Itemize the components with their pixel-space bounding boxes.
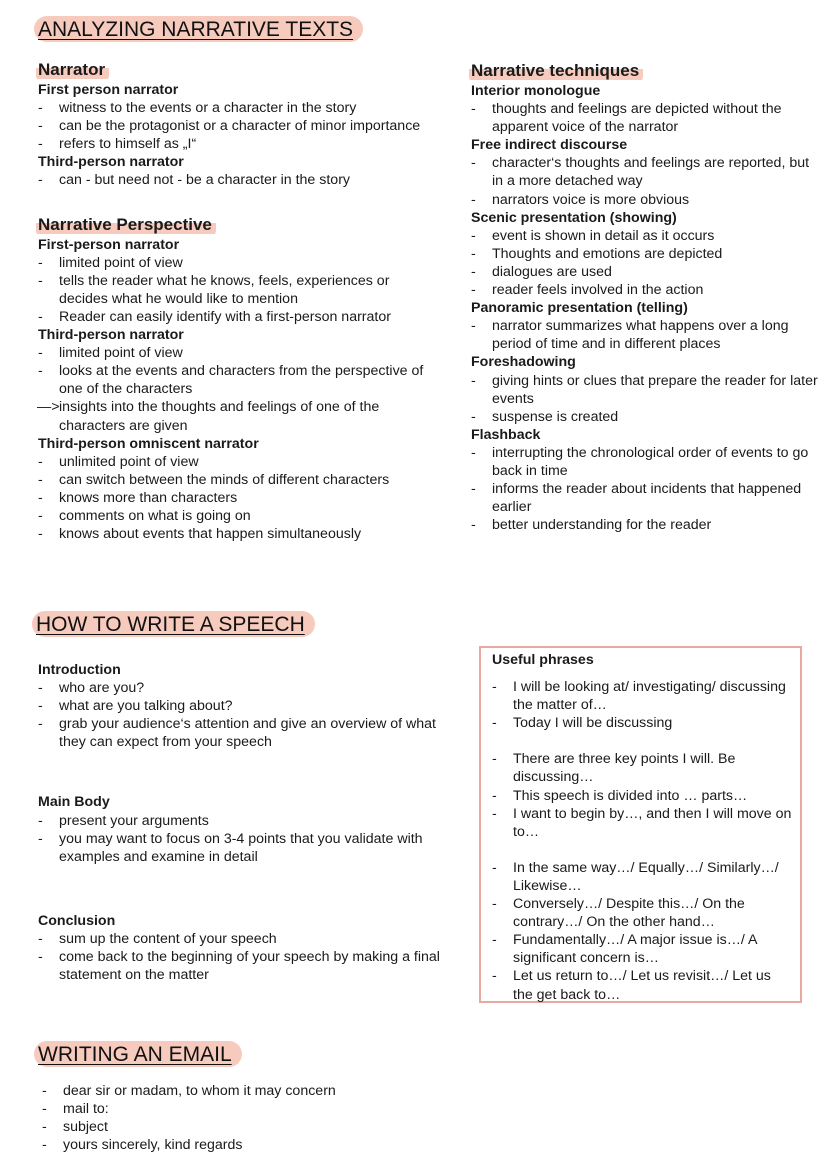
omniscient-label: Third-person omniscent narrator xyxy=(38,435,259,452)
bullet-dash: - xyxy=(471,101,476,118)
useful-phrases-box xyxy=(479,646,802,1003)
bullet-dash: - xyxy=(38,254,43,271)
perspective-first-list xyxy=(38,254,438,326)
bullet-dash: - xyxy=(471,227,476,244)
first-person-narrator-label: First person narrator xyxy=(38,82,179,98)
list-item xyxy=(38,308,438,326)
perspective-heading: Narrative Perspective xyxy=(36,215,216,235)
bullet-dash: - xyxy=(492,805,497,822)
bullet-dash: - xyxy=(38,930,43,947)
list-item xyxy=(471,263,821,281)
bullet-dash: - xyxy=(38,308,43,325)
bullet-dash: - xyxy=(38,489,43,506)
bullet-dash: - xyxy=(471,245,476,262)
list-item-text: informs the reader about incidents that happened earlier xyxy=(492,481,802,516)
list-item-text: comments on what is going on xyxy=(59,507,251,524)
list-item-text: Conversely…/ Despite this…/ On the contrary…/ On the other hand… xyxy=(513,896,745,931)
list-item xyxy=(38,254,438,272)
third-person-narrator-label: Third-person narrator xyxy=(38,154,184,171)
list-item xyxy=(38,135,438,153)
perspective-third-list xyxy=(38,344,438,398)
bullet-dash: - xyxy=(38,471,43,488)
list-item xyxy=(38,489,438,507)
list-item-text: narrator summarizes what happens over a long period of time and in different places xyxy=(492,318,789,353)
list-item-text: who are you? xyxy=(59,680,145,697)
list-item xyxy=(38,471,438,489)
list-item-text: come back to the beginning of your speech by making a final statement on the matter xyxy=(59,949,440,984)
bullet-dash: - xyxy=(42,1083,47,1099)
list-item-text: giving hints or clues that prepare the reader for later events xyxy=(492,372,818,407)
omniscient-list xyxy=(38,453,438,543)
list-item-text: Today I will be discussing xyxy=(513,715,673,732)
list-item xyxy=(42,1100,442,1118)
bullet-dash: - xyxy=(492,896,497,913)
list-item xyxy=(38,525,438,543)
bullet-dash: - xyxy=(38,507,43,524)
bullet-dash: - xyxy=(38,136,43,153)
list-item xyxy=(492,787,792,805)
bullet-dash: - xyxy=(38,453,43,470)
list-item xyxy=(471,100,821,136)
list-item-text: In the same way…/ Equally…/ Similarly…/ Likewise… xyxy=(513,859,779,894)
narrative-left-column xyxy=(38,60,438,543)
list-item xyxy=(492,750,792,786)
list-item xyxy=(492,714,792,732)
bullet-dash: - xyxy=(38,100,43,117)
narrative-title: ANALYZING NARRATIVE TEXTS xyxy=(34,16,363,42)
list-item xyxy=(492,678,792,714)
list-item xyxy=(471,372,821,408)
list-item xyxy=(38,362,438,398)
techniques-heading: Narrative techniques xyxy=(469,61,643,81)
list-item-text: There are three key points I will. Be discussing… xyxy=(513,751,736,786)
technique-label: Scenic presentation (showing) xyxy=(471,209,677,226)
narrator-heading: Narrator xyxy=(36,60,109,80)
main-body-list xyxy=(38,812,448,866)
list-item-text: Thoughts and emotions are depicted xyxy=(492,245,723,262)
list-item-text: yours sincerely, kind regards xyxy=(63,1137,243,1154)
bullet-dash: - xyxy=(42,1137,47,1154)
technique-label: Free indirect discourse xyxy=(471,137,628,154)
bullet-dash: - xyxy=(38,830,43,847)
arrow-symbol: —> xyxy=(37,399,60,416)
conclusion-list xyxy=(38,930,448,984)
list-item-text: can be the protagonist or a character of minor importance xyxy=(59,118,421,135)
list-item xyxy=(492,859,792,895)
list-item xyxy=(492,931,792,967)
list-item-text: Let us return to…/ Let us revisit…/ Let us the get back to… xyxy=(513,968,771,1003)
list-item-text: looks at the events and characters from the perspective of one of the characters xyxy=(59,363,424,398)
speech-title: HOW TO WRITE A SPEECH xyxy=(32,611,315,637)
bullet-dash: - xyxy=(471,481,476,498)
list-item-text: dear sir or madam, to whom it may concern xyxy=(63,1083,336,1099)
bullet-dash: - xyxy=(471,318,476,335)
list-item-text: Fundamentally…/ A major issue is…/ A significant concern is… xyxy=(513,932,757,967)
introduction-list xyxy=(38,679,448,751)
bullet-dash: - xyxy=(471,372,476,389)
list-item-text: event is shown in detail as it occurs xyxy=(492,227,715,244)
perspective-arrow-item xyxy=(38,398,438,434)
phrases-group-3 xyxy=(492,859,792,1004)
first-person-narrator-list xyxy=(38,99,438,153)
bullet-dash: - xyxy=(38,680,43,697)
bullet-dash: - xyxy=(38,949,43,966)
email-title: WRITING AN EMAIL xyxy=(34,1041,242,1067)
list-item-text: present your arguments xyxy=(59,812,209,829)
bullet-dash: - xyxy=(38,272,43,289)
speech-left-column xyxy=(38,661,448,984)
bullet-dash: - xyxy=(471,408,476,425)
bullet-dash: - xyxy=(471,517,476,534)
list-item-text: can - but need not - be a character in the story xyxy=(59,172,351,189)
list-item xyxy=(42,1082,442,1100)
list-item xyxy=(38,812,448,830)
list-item-text: This speech is divided into … parts… xyxy=(513,787,748,804)
list-item xyxy=(492,895,792,931)
bullet-dash: - xyxy=(471,444,476,461)
list-item-text: unlimited point of view xyxy=(59,453,199,470)
bullet-dash: - xyxy=(471,191,476,208)
list-item-text: better understanding for the reader xyxy=(492,517,712,534)
list-item xyxy=(471,408,821,426)
narrative-right-column xyxy=(471,61,821,534)
list-item-text: interrupting the chronological order of events to go back in time xyxy=(492,444,809,479)
list-item-text: what are you talking about? xyxy=(59,698,233,715)
techniques-groups xyxy=(471,82,821,534)
bullet-dash: - xyxy=(38,172,43,189)
list-item xyxy=(38,679,448,697)
list-item-text: sum up the content of your speech xyxy=(59,930,277,947)
list-item xyxy=(38,99,438,117)
bullet-dash: - xyxy=(42,1119,47,1136)
technique-label: Interior monologue xyxy=(471,83,601,99)
list-item-text: I will be looking at/ investigating/ discussing the matter of… xyxy=(513,679,786,714)
useful-phrases-heading: Useful phrases xyxy=(492,652,594,668)
bullet-dash: - xyxy=(38,118,43,135)
conclusion-label: Conclusion xyxy=(38,912,116,929)
list-item-text: limited point of view xyxy=(59,345,183,362)
phrases-group-2 xyxy=(492,750,792,840)
list-item-text: mail to: xyxy=(63,1101,109,1118)
perspective-first-label: First-person narrator xyxy=(38,236,180,253)
list-item-text: witness to the events or a character in the story xyxy=(59,100,357,117)
bullet-dash: - xyxy=(42,1101,47,1118)
list-item xyxy=(38,948,448,984)
phrases-group-1 xyxy=(492,678,792,732)
email-section xyxy=(42,1082,442,1154)
list-item-text: tells the reader what he knows, feels, experiences or decides what he would like to mention xyxy=(59,272,390,307)
bullet-dash: - xyxy=(471,263,476,280)
list-item-text: subject xyxy=(63,1119,108,1136)
list-item xyxy=(471,154,821,190)
list-item-text: suspense is created xyxy=(492,408,619,425)
list-item xyxy=(471,245,821,263)
list-item xyxy=(38,930,448,948)
bullet-dash: - xyxy=(38,698,43,715)
list-item-text: Reader can easily identify with a first-person narrator xyxy=(59,308,391,325)
list-item xyxy=(38,453,438,471)
list-item-text: you may want to focus on 3-4 points that you validate with examples and examine in detail xyxy=(59,830,423,865)
list-item xyxy=(38,272,438,308)
list-item xyxy=(38,171,438,189)
bullet-dash: - xyxy=(38,363,43,380)
bullet-dash: - xyxy=(492,932,497,949)
list-item-text: character‘s thoughts and feelings are reported, but in a more detached way xyxy=(492,155,810,190)
list-item xyxy=(38,117,438,135)
bullet-dash: - xyxy=(38,345,43,362)
list-item xyxy=(471,227,821,245)
list-item-text: refers to himself as „I“ xyxy=(59,136,197,153)
list-item-text: I want to begin by…, and then I will move on to… xyxy=(513,805,792,840)
list-item xyxy=(42,1118,442,1136)
bullet-dash: - xyxy=(471,282,476,299)
technique-label: Foreshadowing xyxy=(471,354,576,371)
list-item xyxy=(38,830,448,866)
bullet-dash: - xyxy=(492,968,497,985)
perspective-third-label: Third-person narrator xyxy=(38,327,184,344)
list-item-text: knows about events that happen simultaneously xyxy=(59,526,362,543)
list-item xyxy=(471,480,821,516)
list-item-text: thoughts and feelings are depicted without the apparent voice of the narrator xyxy=(492,101,782,136)
bullet-dash: - xyxy=(492,715,497,732)
list-item xyxy=(492,967,792,1003)
bullet-dash: - xyxy=(471,155,476,172)
list-item xyxy=(471,191,821,209)
list-item-text: can switch between the minds of different characters xyxy=(59,471,390,488)
list-item xyxy=(38,507,438,525)
list-item xyxy=(471,281,821,299)
bullet-dash: - xyxy=(492,679,497,696)
list-item xyxy=(471,516,821,534)
bullet-dash: - xyxy=(492,787,497,804)
list-item xyxy=(38,715,448,751)
list-item xyxy=(38,344,438,362)
list-item xyxy=(492,805,792,841)
list-item xyxy=(38,697,448,715)
list-item xyxy=(471,317,821,353)
list-item xyxy=(42,1136,442,1154)
bullet-dash: - xyxy=(38,812,43,829)
perspective-arrow-text: insights into the thoughts and feelings of one of the characters are given xyxy=(59,399,380,434)
list-item-text: grab your audience‘s attention and give an overview of what they can expect from your speech xyxy=(59,716,436,751)
list-item-text: narrators voice is more obvious xyxy=(492,191,690,208)
introduction-label: Introduction xyxy=(38,662,121,678)
main-body-label: Main Body xyxy=(38,794,110,811)
list-item-text: dialogues are used xyxy=(492,263,612,280)
list-item-text: reader feels involved in the action xyxy=(492,282,704,299)
list-item-text: knows more than characters xyxy=(59,489,238,506)
bullet-dash: - xyxy=(38,716,43,733)
list-item xyxy=(471,444,821,480)
technique-label: Flashback xyxy=(471,426,541,443)
bullet-dash: - xyxy=(492,751,497,768)
third-person-narrator-list xyxy=(38,171,438,189)
list-item-text: limited point of view xyxy=(59,254,183,271)
bullet-dash: - xyxy=(492,859,497,876)
technique-label: Panoramic presentation (telling) xyxy=(471,300,688,317)
bullet-dash: - xyxy=(38,526,43,543)
email-list xyxy=(42,1082,442,1154)
